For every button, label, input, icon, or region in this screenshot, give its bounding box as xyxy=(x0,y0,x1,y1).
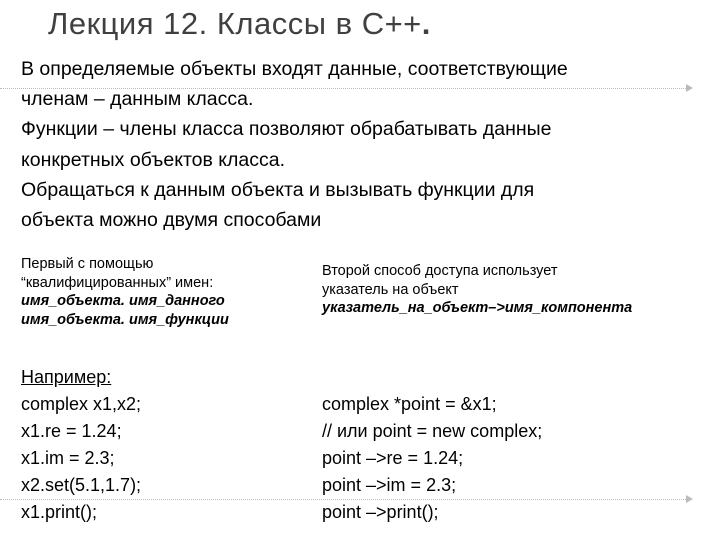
code-line: complex x1,x2; xyxy=(21,394,142,414)
intro-line: Функции – члены класса позволяют обрабатывать данные xyxy=(21,118,552,141)
code-line: point –>im = 2.3; xyxy=(322,475,457,495)
qualified-name-syntax: имя_объекта. имя_данного xyxy=(21,293,225,309)
code-line: x1.print(); xyxy=(21,502,98,522)
code-line: x1.im = 2.3; xyxy=(21,448,115,468)
bottom-divider-arrow-icon xyxy=(686,495,693,503)
second-method-line: указатель на объект xyxy=(322,281,459,298)
intro-line: Обращаться к данным объекта и вызывать функции для xyxy=(21,178,535,201)
bottom-divider xyxy=(0,499,686,500)
intro-line: конкретных объектов класса. xyxy=(21,148,286,171)
second-method-description xyxy=(322,262,717,318)
slide-title-text: Лекция 12. Классы в С++ xyxy=(48,6,422,41)
first-method-line: Первый с помощью xyxy=(21,256,154,272)
code-line: point –>re = 1.24; xyxy=(322,448,464,468)
example-code-left xyxy=(21,364,141,526)
slide-title xyxy=(48,6,431,42)
code-line: // или point = new complex; xyxy=(322,421,543,441)
code-line: x2.set(5.1,1.7); xyxy=(21,475,142,495)
code-line: complex *point = &x1; xyxy=(322,394,497,414)
second-method-line: Второй способ доступа использует xyxy=(322,263,558,279)
first-method-line: “квалифицированных” имен: xyxy=(21,274,214,291)
code-line: point –>print(); xyxy=(322,502,439,522)
intro-line: объекта можно двумя способами xyxy=(21,209,322,232)
intro-line: членам – данным класса. xyxy=(21,88,254,111)
slide-title-dot: . xyxy=(421,6,431,41)
intro-line: В определяемые объекты входят данные, соответствующие xyxy=(21,58,568,80)
pointer-access-syntax: указатель_на_объект–>имя_компонента xyxy=(322,300,633,316)
first-method-description xyxy=(21,255,321,329)
example-code-right xyxy=(322,391,542,526)
example-label: Например: xyxy=(21,367,112,387)
qualified-name-syntax: имя_объекта. имя_функции xyxy=(21,311,229,328)
intro-text xyxy=(21,54,711,235)
code-line: x1.re = 1.24; xyxy=(21,421,122,441)
